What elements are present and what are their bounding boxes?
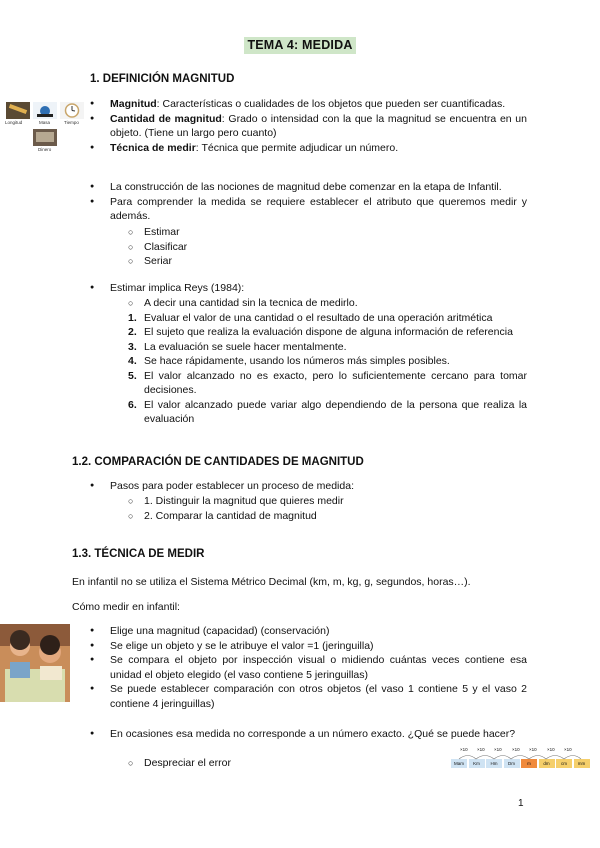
metric-scale-graphic [451, 745, 591, 769]
list-item: ● La construcción de las nociones de magnitud debe comenzar en la etapa de Infantil. [90, 180, 527, 195]
money-thumbnail [33, 129, 57, 146]
children-measuring-photo [0, 624, 70, 702]
section-1-3-heading: 1.3. TÉCNICA DE MEDIR [72, 548, 205, 560]
list-item: ● Se compara el objeto por inspección visual o midiendo cuántas veces contiene esa unidad el objeto elegido (el vaso contiene 5 jeringuillas) [90, 653, 527, 682]
definitions-list [90, 97, 527, 155]
reys-list [90, 281, 527, 296]
sublist-item: ○ 2. Comparar la cantidad de magnitud [128, 509, 527, 524]
thumb-label-time: Tiempo [64, 120, 79, 125]
scale-thumbnail [33, 102, 57, 119]
section-1-heading: 1. DEFINICIÓN MAGNITUD [90, 73, 235, 85]
list-item: ● Para comprender la medida se requiere establecer el atributo que queremos medir y además. [90, 195, 527, 224]
scale-units [451, 759, 591, 768]
scale-unit: Hm [486, 759, 502, 768]
page-title: TEMA 4: MEDIDA [244, 37, 355, 54]
paragraph: En infantil no se utiliza el Sistema Métrico Decimal (km, m, kg, g, segundos, horas…). [72, 576, 471, 588]
thumb-label-mass: Masa [39, 120, 51, 125]
list-item: ● Pasos para poder establecer un proceso de medida: [90, 479, 527, 494]
reys-sublist [128, 296, 527, 427]
scale-unit: cm [556, 759, 572, 768]
steps-list [90, 479, 527, 494]
ruler-thumbnail [6, 102, 30, 119]
scale-multiplier: ×10 [494, 747, 502, 752]
scale-multiplier: ×10 [547, 747, 555, 752]
numbered-item: 3. La evaluación se suele hacer mentalmente. [128, 340, 347, 353]
definition-item: ● Magnitud: Características o cualidades de los objetos que pueden ser cuantificadas. [90, 97, 527, 112]
section-1-2-heading: 1.2. COMPARACIÓN DE CANTIDADES DE MAGNITUD [72, 456, 364, 468]
measuring-list-2 [90, 727, 527, 742]
measuring-list [90, 624, 527, 711]
sublist-item: ○ 1. Distinguir la magnitud que quieres medir [128, 494, 527, 509]
scale-unit: m [521, 759, 537, 768]
thumb-label-money: Dinero [38, 147, 52, 152]
scale-unit: dm [539, 759, 555, 768]
error-sublist [128, 756, 328, 771]
scale-multiplier: ×10 [529, 747, 537, 752]
scale-unit: Mam [451, 759, 467, 768]
page-number: 1 [518, 798, 524, 809]
sublist-item: ○ A decir una cantidad sin la tecnica de medirlo. [128, 296, 527, 311]
numbered-item: 1. Evaluar el valor de una cantidad o el resultado de una operación aritmética [128, 311, 493, 324]
list-item: ● Elige una magnitud (capacidad) (conservación) [90, 624, 527, 639]
scale-multiplier: ×10 [564, 747, 572, 752]
scale-arrows [451, 751, 591, 760]
construction-list [90, 180, 527, 224]
list-item: ● En ocasiones esa medida no corresponde a un número exacto. ¿Qué se puede hacer? [90, 727, 527, 742]
list-item: ● Se elige un objeto y se le atribuye el valor =1 (jeringuilla) [90, 639, 527, 654]
definition-item: ● Técnica de medir: Técnica que permite adjudicar un número. [90, 141, 527, 156]
scale-multiplier: ×10 [512, 747, 520, 752]
sublist-item: ○ Seriar [128, 254, 428, 269]
numbered-item: 2. El sujeto que realiza la evaluación dispone de alguna información de referencia [128, 326, 513, 338]
scale-multiplier: ×10 [477, 747, 485, 752]
definition-item: ● Cantidad de magnitud: Grado o intensidad con la que la magnitud se encuentra en un objeto. (Tiene un largo pero cuanto) [90, 112, 527, 141]
scale-unit: Km [469, 759, 485, 768]
numbered-item: 6. El valor alcanzado puede variar algo dependiendo de la persona que realiza la evaluación [128, 398, 527, 425]
sublist-item: ○ Clasificar [128, 240, 428, 255]
paragraph: Cómo medir en infantil: [72, 601, 180, 613]
sublist-item: ○ Despreciar el error [128, 756, 328, 771]
title-container [0, 37, 600, 54]
list-item: ● Se puede establecer comparación con otros objetos (el vaso 1 contiene 5 y el vaso 2 contiene 4 jeringuillas) [90, 682, 527, 711]
steps-sublist [128, 494, 527, 523]
scale-multiplier: ×10 [460, 747, 468, 752]
attributes-sublist [128, 225, 428, 269]
clock-thumbnail [60, 102, 84, 119]
numbered-item: 5. El valor alcanzado no es exacto, pero lo suficientemente cercano para tomar decisiones. [128, 369, 527, 396]
thumb-label-length: Longitud [5, 120, 23, 125]
scale-unit: Dm [504, 759, 520, 768]
scale-unit: mm [574, 759, 590, 768]
sublist-item: ○ Estimar [128, 225, 428, 240]
numbered-item: 4. Se hace rápidamente, usando los números más simples posibles. [128, 355, 450, 367]
list-item: ● Estimar implica Reys (1984): [90, 281, 527, 296]
